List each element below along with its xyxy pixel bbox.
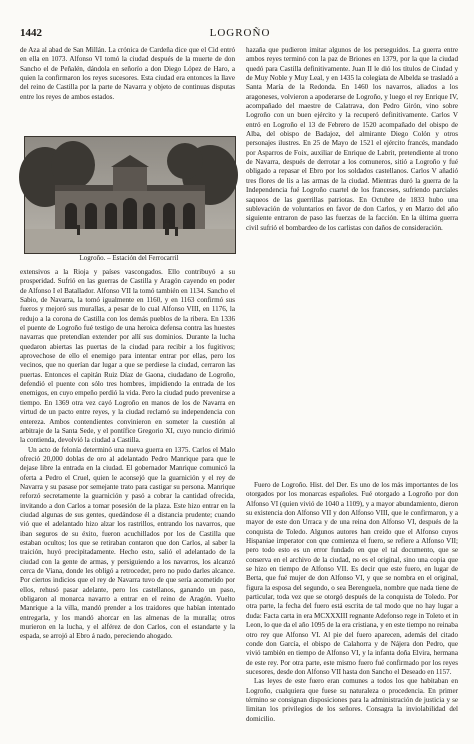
paragraph: hazaña que pudieron imitar algunos de los perseguidos. La guerra entre ambos reyes terminó con la paz de Briones en 1379, por la que la ciudad quedó para Castilla definitivamente. Juan II le dió los títulos de Ciudad y de Muy Noble y Muy Leal, y en 1435 la colegiata de Albelda se trasladó a Santa María de la Redonda. En 1460 los navarros, aliados a los aragoneses, volvieron a apoderarse de Logroño, y luego el rey Enrique IV, acompañado del maestre de Calatrava, don Pedro Girón, vino sobre Logroño con un buen ejército y la recuperó definitivamente. Carlos V entró en Logroño el 13 de Febrero de 1520 acompañado del obispo de Alba, del obispo de Badajoz, del almirante Diego Colón y otros personajes ilustres. En 25 de Mayo de 1521 el ejército francés, mandado por Asparros de Foix, auxiliar de Enrique de Labrit, pretendiente al trono de Navarra, después de derrotar a los comuneros, sitió a Logroño y fué obligado a repasar el Ebro por los soldados castellanos. Carlos V añadió tres flores de lis a las armas de la ciudad. Mientras duró la guerra de la Independencia fué Logroño cuartel de los franceses, sufriendo parciales saqueos de las guerrillas patriotas. En Octubre de 1833 hubo una sublevación de voluntarios en favor de don Carlos, y en Marzo del año siguiente entraron de paso las fuerzas de la facción. En la última guerra civil sufrió el bombardeo de los carlistas con daños de consideración. [246, 46, 458, 232]
figure-caption: Logroño. – Estación del Ferrocarril [79, 254, 179, 262]
paragraph: de Aza al abad de San Millán. La crónica de Cardeña dice que el Cid entró en ella en 1073. Alfonso VI tomó la ciudad después de la muerte de don Sancho el de Peñalén, dándola en señorío a don Diego López de Haro, a quien la confirmaron los reyes sucesores. Esta ciudad era entonces la llave del reino de Castilla por la parte de Navarra y objeto de continuas disputas entre los reyes de ambos estados. [20, 46, 235, 101]
text-column-right-top [246, 46, 458, 476]
text-column-left-top [20, 46, 235, 132]
railway-station-photo [25, 137, 235, 253]
paragraph: extensivos a la Rioja y países vascongados. Ello contribuyó a su prosperidad. Sufrió en las guerras de Castilla y Aragón cayendo en poder de Alfonso I el Batallador. Alfonso VII la tomó también en 1134. Sancho el Sabio, de Navarra, la tomó igualmente en 1160, y en 1163 confirmó sus fueros y mejoró sus murallas, a pesar de lo cual Alfonso VIII, en 1176, la redujo a la corona de Castilla con los demás pueblos de la ribera. En 1336 el puente de Logroño fué testigo de una heroica defensa contra las huestes navarras que pretendían extender por allí sus dominios. Durante la lucha quedaron abiertas las puertas de la ciudad para recibir a los fugitivos; aprovechose de ello el enemigo para intentar entrar por ellas, pero los vecinos, que no querían dar lugar a que se perdiese la ciudad, cerraron las puertas. Entonces el capitán Ruiz Díaz de Gaona, ciudadano de Logroño, defendió el puente con sólo tres hombres, impidiendo la entrada de los enemigos, en cuyo empeño perdió la vida. Pero la ciudad pudo prevenirse a tiempo. En 1369 otra vez cayó Logroño en manos de los de Navarra en virtud de un pacto entre reyes, y la ciudad reclamó su independencia con entereza. Ambos contendientes convinieron en someter la cuestión al arbitraje de la Santa Sede, y el pontífice Gregorio XI, cuyo nuncio dirimió la contienda, devolvió la ciudad a Castilla. [20, 268, 235, 445]
page-number: 1442 [20, 27, 42, 39]
page-header [20, 27, 460, 41]
text-column-right-bottom [246, 481, 458, 723]
paragraph: Un acto de felonía determinó una nueva guerra en 1375. Carlos el Malo ofreció 20,000 doblas de oro al adelantado Pedro Manrique para que le dejase libre la entrada en la ciudad. El gobernador Manrique comunicó la oferta a Pedro el Cruel, quien le aconsejó que la guarnición y el rey de Navarra y su pasase por semejante trato para castigar su persona. Manrique reforzó secretamente la guarnición y pasó a cobrar la cantidad ofrecida, invitando a don Carlos a tomar posesión de la plaza. Este hizo entrar en la ciudad algunas de sus gentes, quedándose él a distancia prudente; cuando vió que el adelantado hizo alzar los rastrillos, entrando los navarros, que iban seguros de su éxito, fueron acuchillados por los de Castilla que estaban ocultos; los que se retiraban contaron que don Carlos, al saber la traición, huyó precipitadamente. Hecho esto, salió el adelantado de la ciudad con la gente de armas, y persiguiendo a los navarros, los alcanzó cerca de Viana, donde les obligó a retroceder, pero no pudo darles alcance. Por ciertos indicios que el rey de Navarra tuvo de que sería acometido por ellos, rehusó pasar adelante, pero los castellanos, ganando un paso, obligaron al monarca navarro a entrar en el reino de Aragón. Vuelto Manrique a la villa, mandó prender a los traidores que habían intentado entregarla, y los mandó ahorcar en las almenas de la muralla; otros murieron en la lucha, y el alférez de don Carlos, con el estandarte y la espada, se arrojó al Ebro á nado, pereciendo ahogado. [20, 445, 235, 641]
figure-photo-railway-station [24, 136, 236, 254]
paragraph: Fuero de Logroño. Hist. del Der. Es uno de los más importantes de los otorgados por los monarcas españoles. Fué otorgado a Logroño por don Alfonso VI (quien vivió de 1040 a 1109), y a mayor abundamiento, dieron su existencia don Alfonso VII y don Alfonso VIII, que le confirmaron, y a mayor de este don Urraca y de una reina don Alfonso VI, después de la conquista de Toledo. Algunos autores han creído que el Alfonso cuyos Hispaniae imperator con que comienza el fuero, se refiere a Alfonso VII; pero todo esto es un error fundado en que el tal documento, que se conserva en el archivo de la ciudad, no es el original, sino una copia que se hizo en tiempo de Alfonso VII. Es decir que este fuero, en lugar de Berta, que fué mujer de don Alfonso VI, y que se nombra en el original, figura la esposa del segundo, o sea Berenguela, nombre que nada tiene de particular, toda vez que se otorgó después de la conquista de Toledo. Por otra parte, la fecha del fuero está escrita de tal modo que no hay lugar a duda: Facta carta in era MCXXXIII regnante Adefonso rege in Toleto et in Leon, lo que da el año 1095 de la era cristiana, y en este tiempo no reinaba otro rey que Alfonso VI. Al pie del fuero aparecen, además del citado conde don García, el obispo de Calahorra y de Nájera don Pedro, que vivió también en tiempo de Alfonso VI, y la infanta doña Elvira, hermana de este rey. Por otra parte, este mismo fuero fué confirmado por los reyes sucesores, desde don Alfonso VII hasta don Sancho el Deseado en 1157. [246, 481, 458, 676]
running-head: LOGROÑO [209, 27, 271, 39]
text-column-left-bottom [20, 268, 235, 716]
paragraph: Las leyes de este fuero eran comunes a todos los que habitaban en Logroño, cualquiera que fuese su naturaleza o procedencia. En primer término se consignan disposiciones para la administración de justicia y se limitan los privilegios de los señores. Consagra la inviolabilidad del domicilio. [246, 677, 458, 723]
